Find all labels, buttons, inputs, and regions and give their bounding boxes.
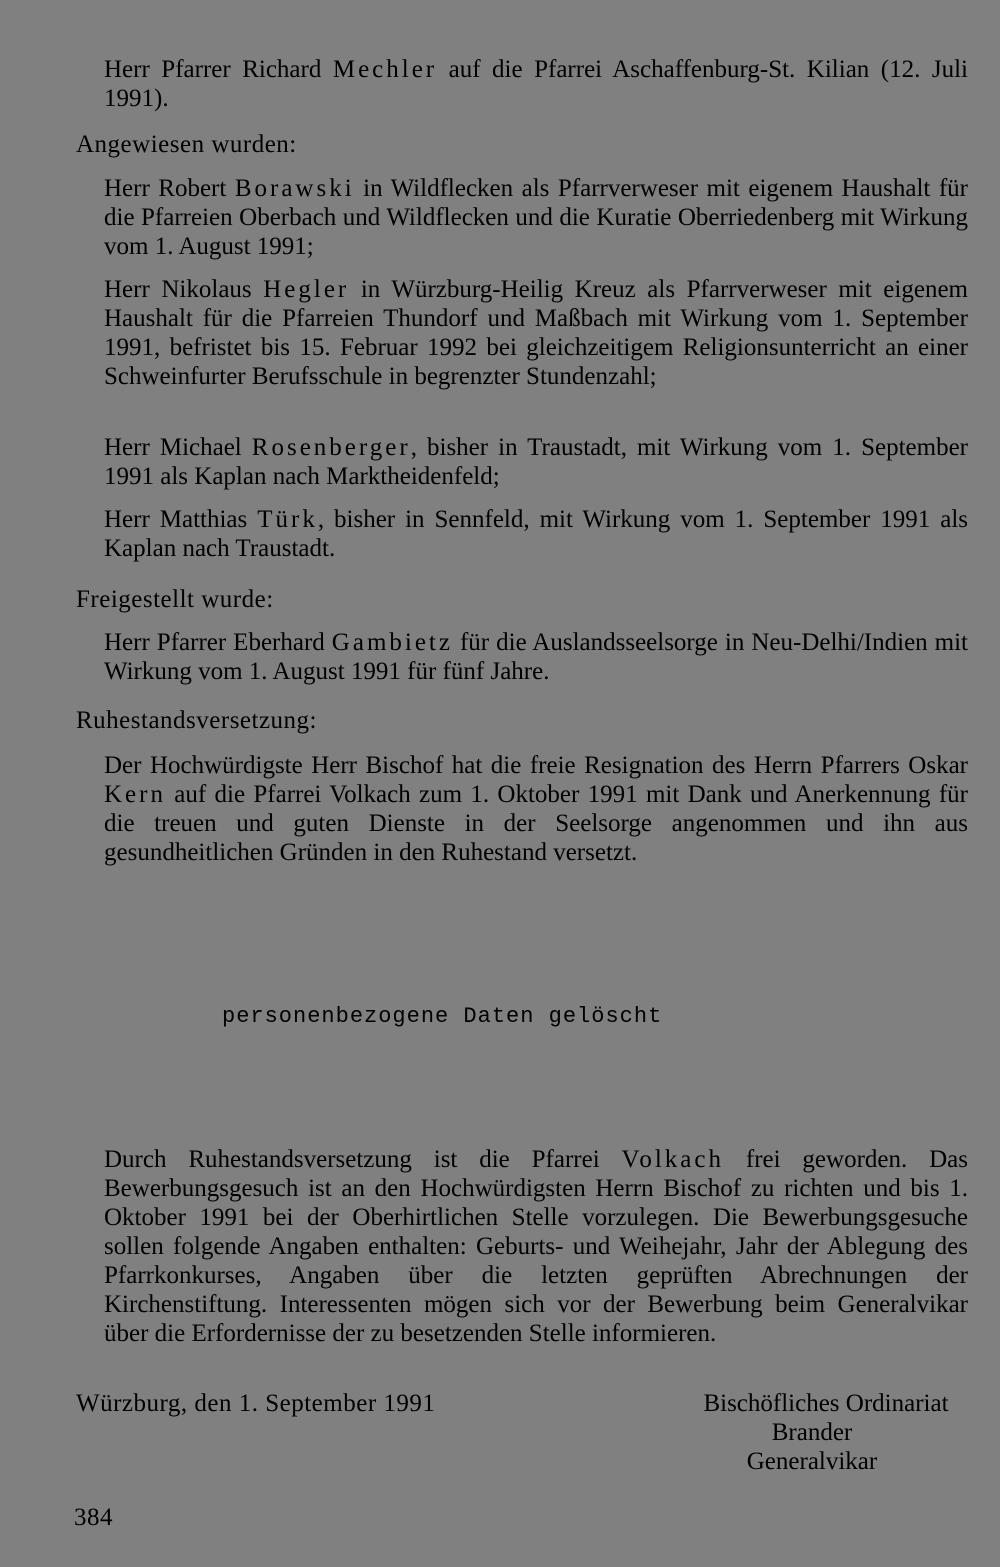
signature-office: Bischöfliches Ordinariat bbox=[703, 1390, 949, 1417]
person-name: Hegler bbox=[263, 276, 350, 303]
paragraph-mechler: Herr Pfarrer Richard Mechler auf die Pfarrei Aschaffenburg-St. Kilian (12. Juli 1991). bbox=[104, 56, 968, 112]
heading-ruhestand: Ruhestandsversetzung: bbox=[76, 707, 318, 734]
person-name: Rosenberger bbox=[251, 434, 411, 461]
parish-name: Volkach bbox=[621, 1146, 725, 1173]
heading-angewiesen: Angewiesen wurden: bbox=[76, 131, 297, 158]
heading-freigestellt: Freigestellt wurde: bbox=[76, 586, 274, 613]
person-name: Kern bbox=[104, 781, 166, 808]
person-name: Mechler bbox=[332, 56, 438, 83]
place-date: Würzburg, den 1. September 1991 bbox=[76, 1390, 436, 1417]
paragraph-rosenberger: Herr Michael Rosenberger, bisher in Traustadt, mit Wirkung vom 1. September 1991 als Kaplan nach Marktheidenfeld; bbox=[104, 434, 968, 490]
paragraph-kern: Der Hochwürdigste Herr Bischof hat die freie Resignation des Herrn Pfarrers Oskar Kern auf die Pfarrei Volkach zum 1. Oktober 1991 mit Dank und Anerkennung für die treuen und guten Dienste in der Seelsorge angenommen und ihn aus gesundheitlichen Gründen in den Ruhestand versetzt. bbox=[104, 752, 968, 866]
person-name: Gambietz bbox=[331, 629, 453, 656]
paragraph-volkach: Durch Ruhestandsversetzung ist die Pfarrei Volkach frei geworden. Das Bewerbungsgesuch ist an den Hochwürdigsten Herrn Bischof zu richten und bis 1. Oktober 1991 bei der Oberhirtlichen Stelle vorzulegen. Die Bewerbungsgesuche sollen folgende Angaben enthalten: Geburts- und Weihejahr, Jahr der Ablegung des Pfarrkonkurses, Angaben über die letzten geprüften Abrechnungen der Kirchenstiftung. Interessenten mögen sich vor der Bewerbung beim Generalvikar über die Erfordernisse der zu besetzenden Stelle informieren. bbox=[104, 1146, 968, 1347]
paragraph-tuerk: Herr Matthias Türk, bisher in Sennfeld, mit Wirkung vom 1. September 1991 als Kaplan nach Traustadt. bbox=[104, 506, 968, 562]
person-name: Türk bbox=[257, 506, 318, 533]
signature-name: Brander bbox=[771, 1419, 853, 1446]
signature-title: Generalvikar bbox=[746, 1448, 878, 1475]
paragraph-borawski: Herr Robert Borawski in Wildflecken als Pfarrverweser mit eigenem Haushalt für die Pfarreien Oberbach und Wildflecken und die Kuratie Oberriedenberg mit Wirkung vom 1. August 1991; bbox=[104, 175, 969, 260]
redaction-notice: personenbezogene Daten gelöscht bbox=[222, 1004, 663, 1029]
page-number: 384 bbox=[74, 1504, 113, 1531]
paragraph-gambietz: Herr Pfarrer Eberhard Gambietz für die Auslandsseelsorge in Neu-Delhi/Indien mit Wirkung vom 1. August 1991 für fünf Jahre. bbox=[104, 629, 968, 685]
person-name: Borawski bbox=[234, 175, 355, 202]
paragraph-hegler: Herr Nikolaus Hegler in Würzburg-Heilig Kreuz als Pfarrverweser mit eigenem Haushalt für die Pfarreien Thundorf und Maßbach mit Wirkung vom 1. September 1991, befristet bis 15. Februar 1992 bei gleichzeitigem Religionsunterricht an einer Schweinfurter Berufsschule in begrenzter Stundenzahl; bbox=[104, 276, 968, 390]
